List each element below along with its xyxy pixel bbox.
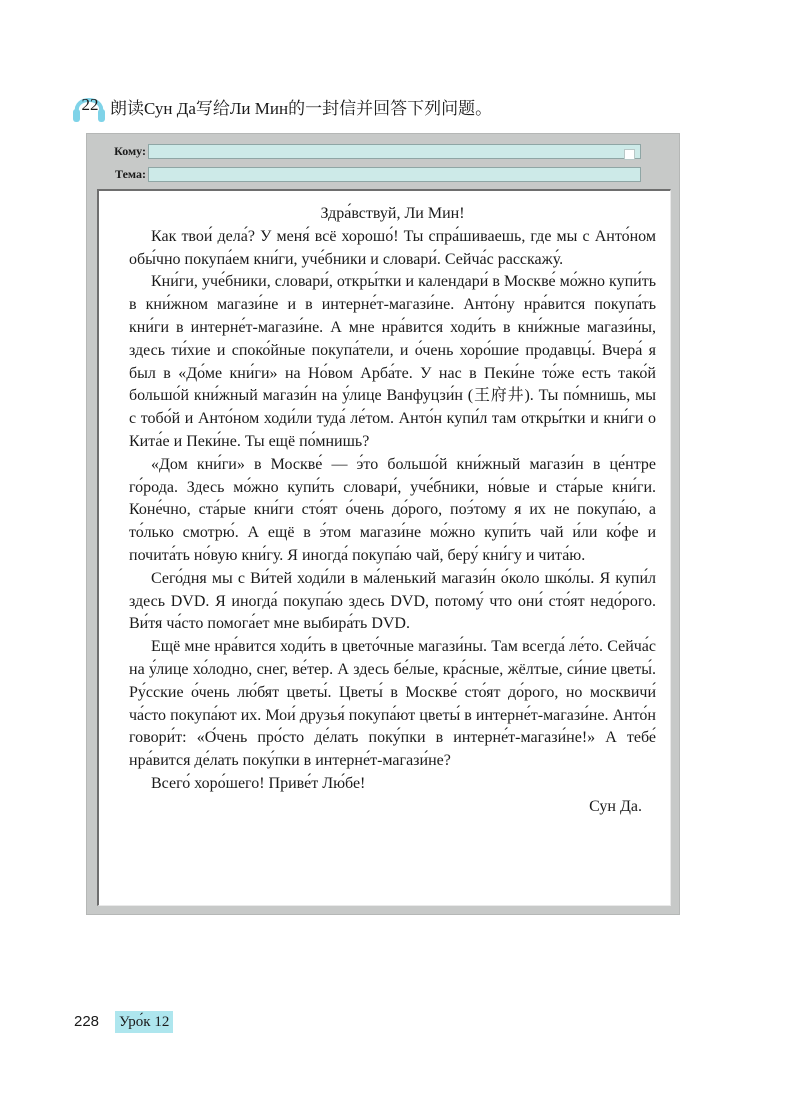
letter-paragraph-3: «Дом кни́ги» в Москве́ — э́то большо́й кни́жный магази́н в це́нтре го́рода. Здесь мо́жно купи́ть словари́, уче́бники, но́вые и ста́рые кни́ги. Коне́чно, ста́рые кни́ги сто́ят о́чень до́рого, поэ́тому я их не покупа́ю, а то́лько смотрю́. А ещё в э́том магази́не мо́жно купи́ть чай и́ли ко́фе и почита́ть но́вую кни́гу. Я иногда́ покупа́ю чай, беру́ кни́гу и чита́ю. <box>129 455 656 564</box>
lesson-label: Уро́к 12 <box>115 1011 173 1033</box>
task-instruction: 朗读Сун Да写给Ли Мин的一封信并回答下列问题。 <box>110 99 493 118</box>
letter-paragraph-1: Как твои́ дела́? У меня́ всё хорошо́! Ты спра́шиваешь, где мы с Анто́ном обы́чно покупа́ем кни́ги, уче́бники и словари́. Сейча́с расскажу́. <box>129 227 656 268</box>
letter-sign-off: Всего́ хоро́шего! Приве́т Лю́бе! <box>151 774 366 792</box>
letter-signature: Сун Да. <box>589 797 642 815</box>
task-number-badge <box>72 86 106 126</box>
task-number: 22 <box>81 95 99 114</box>
to-field-row <box>87 142 681 162</box>
to-label: Кому: <box>114 144 146 158</box>
subject-label: Тема: <box>115 167 146 181</box>
subject-field-row <box>87 165 681 185</box>
letter-text <box>129 203 656 819</box>
email-window <box>86 133 680 915</box>
task-header <box>72 86 752 126</box>
to-input[interactable] <box>148 144 641 159</box>
scroll-thumb-icon[interactable] <box>624 149 635 160</box>
letter-greeting: Здра́вствуй, Ли Мин! <box>320 205 465 222</box>
page-number: 228 <box>74 1013 100 1030</box>
subject-input[interactable] <box>148 167 641 182</box>
letter-paragraph-2: Кни́ги, уче́бники, словари́, откры́тки и календари́ в Москве́ мо́жно купи́ть в кни́жном магази́не и в интерне́т-магази́не. Анто́ну нра́вится покупа́ть кни́ги в интерне́т-магази́не. А мне нра́вится ходи́ть в кни́жные магази́ны, здесь ти́хие и споко́йные покупа́тели, и о́чень хоро́шие продавцы́. Вчера́ я был в «До́ме кни́ги» на Но́вом Арба́те. У нас в Пеки́не то́же есть тако́й большо́й кни́жный магази́н на у́лице Ванфуцзи́н (王府井). Ты по́мнишь, мы с тобо́й и Анто́ном ходи́ли туда́ ле́том. Анто́н купи́л там откры́тки и кни́ги о Кита́е и Пеки́не. Ты ещё по́мнишь? <box>129 273 656 450</box>
letter-body-pane[interactable] <box>97 189 671 906</box>
letter-paragraph-4: Сего́дня мы с Ви́тей ходи́ли в ма́ленький магази́н о́коло шко́лы. Я купи́л здесь DVD. Я иногда́ покупа́ю здесь DVD, потому́ что они́ сто́ят недо́рого. Ви́тя ча́сто помога́ет мне выбира́ть DVD. <box>129 569 656 633</box>
letter-paragraph-5: Ещё мне нра́вится ходи́ть в цвето́чные магази́ны. Там всегда́ ле́то. Сейча́с на у́лице хо́лодно, снег, ве́тер. А здесь бе́лые, кра́сные, жёлтые, си́ние цветы́. Ру́сские о́чень лю́бят цветы́. Цветы́ в Москве́ сто́ят до́рого, но москвичи́ ча́сто покупа́ют их. Мои́ друзья́ покупа́ют цветы́ в интерне́т-магази́не. Анто́н говори́т: «О́чень про́сто де́лать поку́пки в интерне́т-магази́не!» А тебе́ нра́вится де́лать поку́пки в интерне́т-магази́не? <box>129 638 656 770</box>
